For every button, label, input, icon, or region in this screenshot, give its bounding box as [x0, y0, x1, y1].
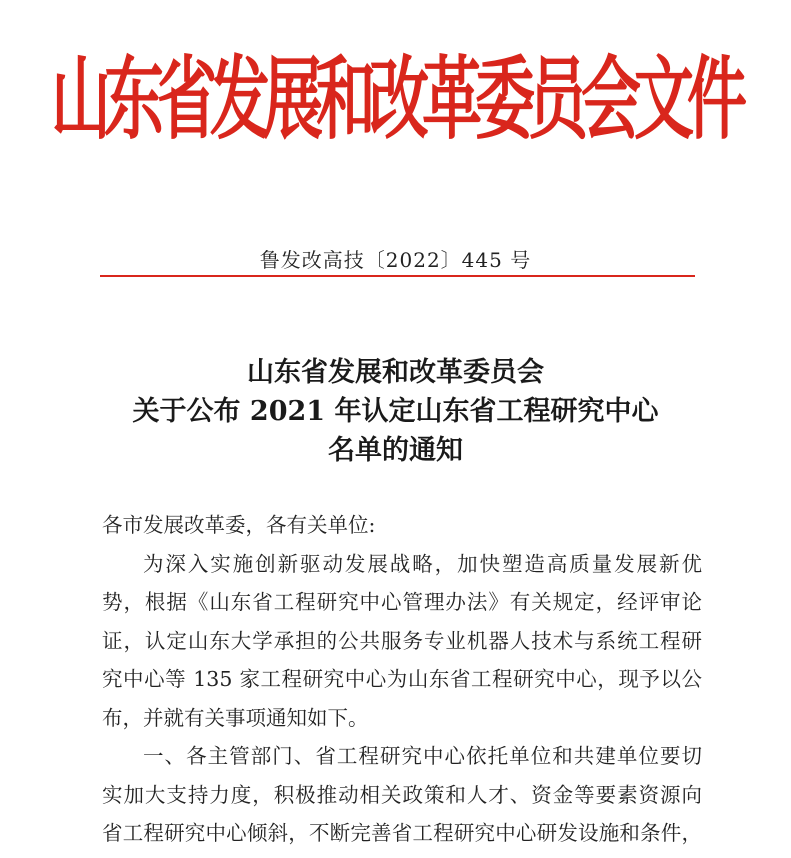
notice-title-line-3: 名单的通知: [328, 435, 463, 466]
notice-title-line-2: 关于公布 2021 年认定山东省工程研究中心: [132, 396, 659, 427]
paragraph-2-line: 一、各主管部门、省工程研究中心依托单位和共建单位要切: [143, 744, 702, 768]
agency-header-title: 山东省发展和改革委员会文件: [51, 47, 740, 153]
notice-body: [102, 506, 702, 853]
red-divider-line: [100, 275, 695, 277]
paragraph-1-line: 究中心等 135 家工程研究中心为山东省工程研究中心，现予以公: [102, 667, 702, 691]
notice-title-line-1: 山东省发展和改革委员会: [247, 357, 544, 388]
paragraph-1-line: 势，根据《山东省工程研究中心管理办法》有关规定，经评审论: [102, 590, 702, 614]
paragraph-1-line: 证，认定山东大学承担的公共服务专业机器人技术与系统工程研: [102, 628, 702, 653]
document-number: 鲁发改高技〔2022〕445 号: [259, 248, 532, 272]
paragraph-2-line: 省工程研究中心倾斜，不断完善省工程研究中心研发设施和条件，: [102, 821, 702, 845]
paragraph-2-line: 实加大支持力度，积极推动相关政策和人才、资金等要素资源向: [102, 782, 702, 807]
notice-title: [0, 353, 791, 470]
salutation: 各市发展改革委，各有关单位:: [102, 513, 376, 537]
paragraph-1-line: 布，并就有关事项通知如下。: [102, 705, 369, 730]
paragraph-1-line: 为深入实施创新驱动发展战略，加快塑造高质量发展新优: [143, 551, 702, 576]
